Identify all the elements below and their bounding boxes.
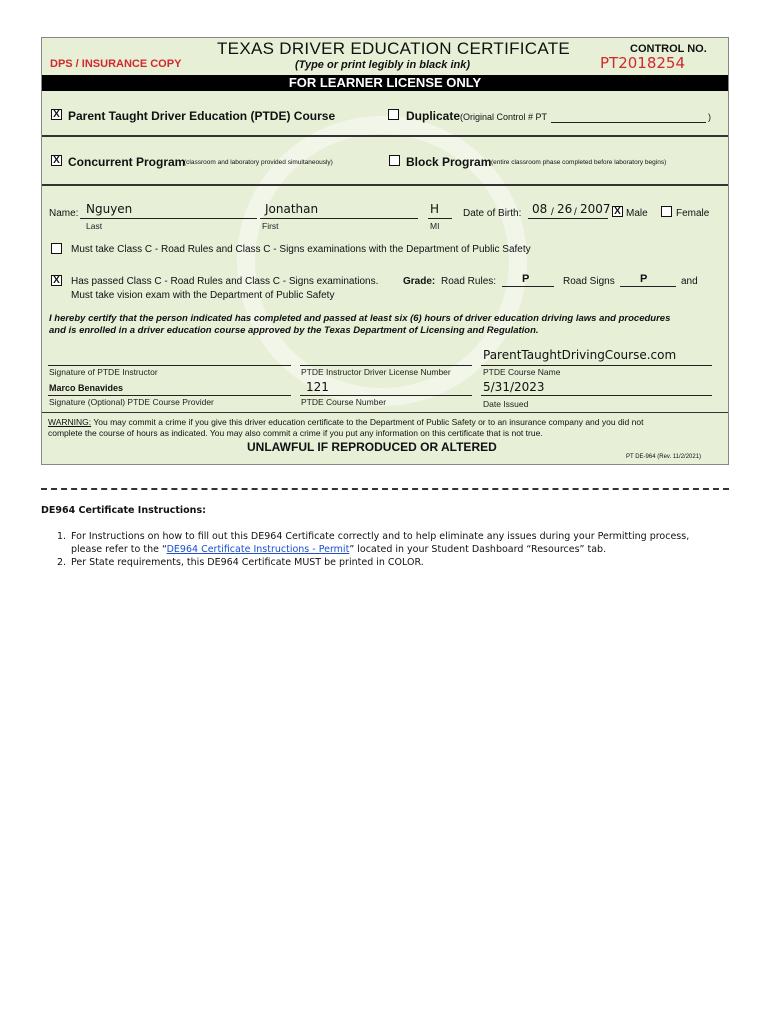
block-program-label: Block Program: [406, 155, 492, 169]
instructor-signature-line: [48, 365, 291, 366]
copy-label: DPS / INSURANCE COPY: [50, 58, 182, 70]
road-signs-line: [620, 286, 676, 287]
provider-signature-caption: Signature (Optional) PTDE Course Provider: [49, 397, 214, 407]
ptde-course-label: Parent Taught Driver Education (PTDE) Course: [68, 109, 336, 123]
and-label: and: [681, 276, 698, 287]
concurrent-program-checkbox[interactable]: X: [51, 155, 62, 166]
unlawful-notice: UNLAWFUL IF REPRODUCED OR ALTERED: [247, 440, 497, 454]
dob-label: Date of Birth:: [463, 208, 522, 219]
duplicate-label: Duplicate: [406, 109, 461, 123]
concurrent-note: (classroom and laboratory provided simultaneously): [184, 159, 333, 166]
mi-line: [428, 218, 452, 219]
ptde-course-checkbox[interactable]: X: [51, 109, 62, 120]
instruction-1-line1: For Instructions on how to fill out this DE964 Certificate correctly and to help eliminate any issues during your Permitting process,: [71, 531, 690, 542]
control-label: CONTROL NO.: [630, 43, 707, 55]
certify-statement-line2: and is enrolled in a driver education course approved by the Texas Department of Licensing and Regulation.: [49, 325, 539, 336]
vision-exam-text: Must take vision exam with the Department of Public Safety: [71, 290, 335, 301]
female-label: Female: [676, 208, 710, 219]
form-id: PT DE-964 (Rev. 11/2/2021): [626, 454, 702, 460]
first-name: Jonathan: [265, 202, 319, 216]
road-signs-grade: P: [640, 273, 648, 285]
name-label: Name:: [49, 208, 79, 219]
has-passed-text: Has passed Class C - Road Rules and Class C - Signs examinations.: [71, 276, 379, 287]
course-number-value: 121: [306, 380, 329, 394]
divider: [42, 184, 728, 186]
certificate-title: TEXAS DRIVER EDUCATION CERTIFICATE: [217, 39, 571, 58]
divider: [42, 412, 728, 413]
instruction-1-pre: please refer to the “: [71, 544, 167, 555]
certificate-subtitle: (Type or print legibly in black ink): [295, 59, 471, 71]
road-rules-line: [502, 286, 554, 287]
duplicate-checkbox[interactable]: [388, 109, 399, 120]
warning-label: WARNING:: [48, 417, 92, 427]
mi-caption: MI: [430, 221, 440, 231]
road-rules-label: Road Rules:: [441, 276, 497, 287]
must-take-checkbox[interactable]: [51, 243, 62, 254]
control-number: PT2018254: [600, 54, 686, 72]
learner-license-banner: FOR LEARNER LICENSE ONLY: [42, 75, 728, 91]
male-checkbox[interactable]: X: [612, 206, 623, 217]
dob-line: [528, 218, 608, 219]
course-name-line: [481, 365, 712, 366]
warning-line1: [48, 417, 643, 427]
male-label: Male: [626, 208, 648, 219]
has-passed-checkbox[interactable]: X: [51, 275, 62, 286]
duplicate-control-line: [551, 122, 706, 123]
instruction-1-post: ” located in your Student Dashboard “Resources” tab.: [349, 544, 607, 555]
provider-signature-line: [48, 395, 291, 396]
instruction-2-text: Per State requirements, this DE964 Certificate MUST be printed in COLOR.: [71, 557, 424, 568]
concurrent-program-label: Concurrent Program: [68, 155, 186, 169]
road-signs-label: Road Signs: [563, 276, 615, 287]
block-note: (entire classroom phase completed before laboratory begins): [491, 159, 667, 166]
instruction-1-number: 1.: [57, 531, 67, 542]
course-number-line: [300, 395, 472, 396]
dob-separator: /: [551, 207, 554, 218]
dob-year: 2007: [580, 202, 611, 216]
instructions-heading: DE964 Certificate Instructions:: [41, 505, 206, 516]
female-checkbox[interactable]: [661, 206, 672, 217]
last-name: Nguyen: [86, 202, 133, 216]
block-program-checkbox[interactable]: [389, 155, 400, 166]
duplicate-note: (Original Control # PT: [460, 112, 548, 122]
dob-day: 26: [557, 202, 573, 216]
course-name-value: ParentTaughtDrivingCourse.com: [483, 348, 677, 362]
certify-statement-line1: I hereby certify that the person indicated has completed and passed at least six (6) hours of driver education driving laws and procedures: [49, 313, 671, 324]
de964-instructions-link[interactable]: DE964 Certificate Instructions - Permit: [166, 544, 350, 555]
instructor-signature-caption: Signature of PTDE Instructor: [49, 367, 158, 377]
road-rules-grade: P: [522, 273, 530, 285]
instruction-1-line2: [71, 544, 606, 555]
certificate: [41, 37, 729, 465]
first-caption: First: [262, 221, 279, 231]
divider: [42, 135, 728, 137]
warning-line2: complete the course of hours as indicated. You may also commit a crime if you put any information on this certificate that is not true.: [48, 428, 543, 438]
instruction-2-number: 2.: [57, 557, 67, 568]
cut-line: [41, 488, 729, 490]
warning-text-1: You may commit a crime if you give this driver education certificate to the Department of Public Safety or to an insurance company and you did not: [93, 417, 644, 427]
date-issued-caption: Date Issued: [483, 399, 529, 409]
dob-month: 08: [532, 202, 548, 216]
dob-separator: /: [574, 207, 577, 218]
must-take-text: Must take Class C - Road Rules and Class C - Signs examinations with the Department of Public Safety: [71, 244, 531, 255]
date-issued-line: [481, 395, 712, 396]
course-number-caption: PTDE Course Number: [301, 397, 387, 407]
duplicate-close: ): [708, 112, 711, 122]
grade-label: Grade:: [403, 276, 436, 287]
last-caption: Last: [86, 221, 103, 231]
course-name-caption: PTDE Course Name: [483, 367, 561, 377]
instructor-license-line: [300, 365, 472, 366]
provider-name: Marco Benavides: [49, 383, 124, 393]
date-issued-value: 5/31/2023: [483, 380, 545, 394]
last-name-line: [80, 218, 257, 219]
middle-initial: H: [430, 202, 440, 216]
first-name-line: [260, 218, 418, 219]
instructor-license-caption: PTDE Instructor Driver License Number: [301, 367, 451, 377]
